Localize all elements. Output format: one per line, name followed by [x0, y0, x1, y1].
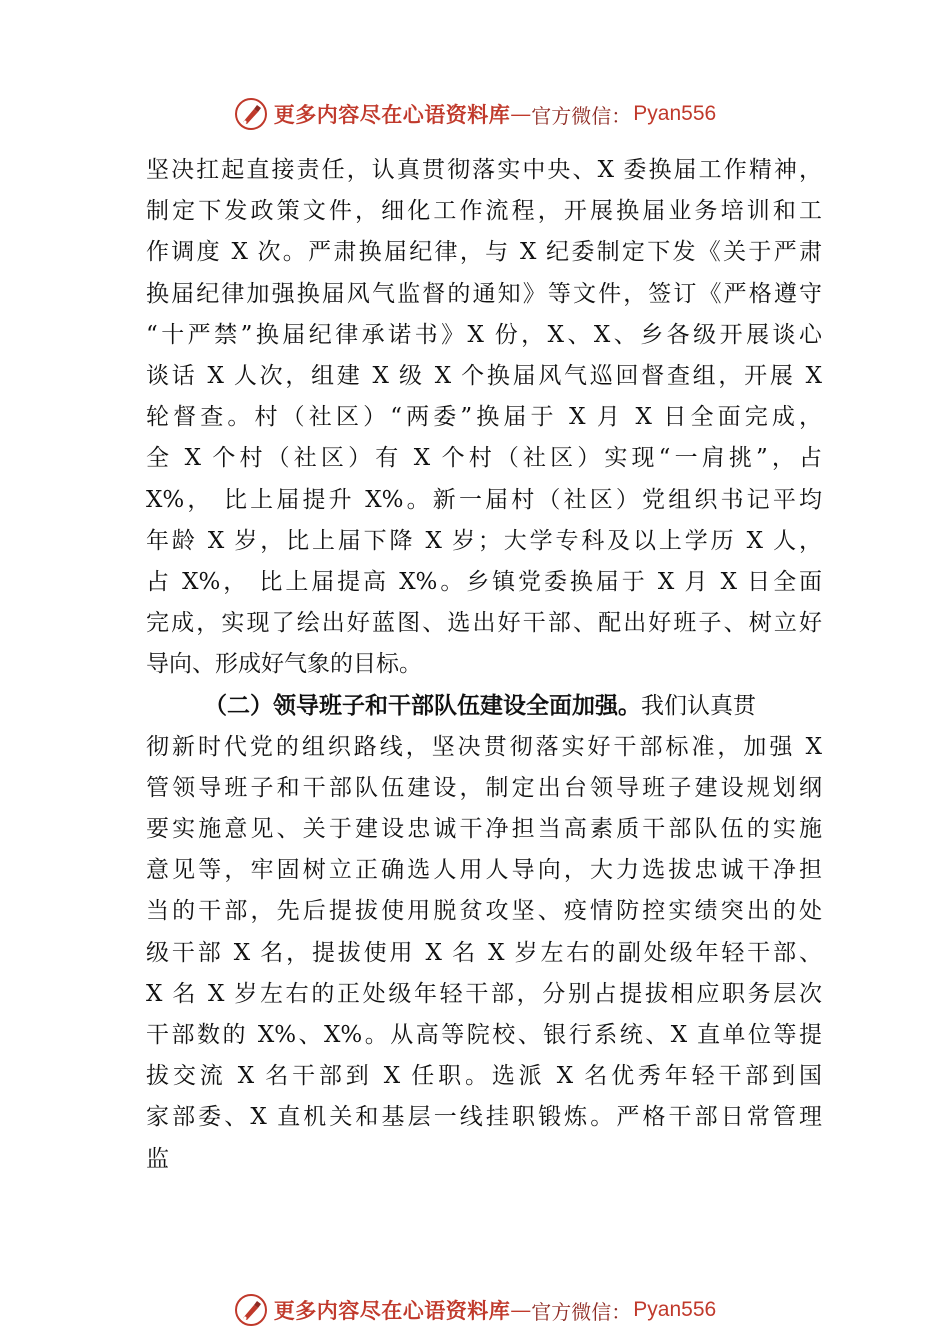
header-banner: [0, 92, 950, 136]
text-line: 换届纪律加强换届风气监督的通知》等文件，签订《严格遵守: [146, 280, 822, 307]
text-line: X 名 X 岁左右的正处级年轻干部，分别占提拔相应职务层次: [146, 980, 822, 1007]
banner-separator: —: [510, 1298, 532, 1322]
text-line: 拔交流 X 名干部到 X 任职。选派 X 名优秀年轻干部到国: [146, 1063, 822, 1090]
banner-separator: —: [510, 102, 532, 126]
banner-wechat-label: 官方微信：: [531, 103, 632, 128]
text-line: 完成，实现了绘出好蓝图、选出好干部、配出好班子、树立好: [146, 610, 822, 637]
banner-wechat-label: 官方微信：: [531, 1299, 632, 1324]
pen-nib-logo-icon: [234, 97, 268, 131]
text-line: 年龄 X 岁，比上届下降 X 岁；大学专科及以上学历 X 人，: [146, 527, 822, 554]
text-line: 彻新时代党的组织路线，坚决贯彻落实好干部标准，加强 X: [146, 733, 822, 760]
paragraph-1: [146, 150, 822, 685]
text-line: 当的干部，先后提拔使用脱贫攻坚、疫情防控实绩突出的处: [146, 898, 822, 925]
text-line: 意见等，牢固树立正确选人用人导向，大力选拔忠诚干净担: [146, 857, 822, 884]
text-line: 级干部 X 名，提拔使用 X 名 X 岁左右的副处级年轻干部、: [146, 939, 822, 966]
document-body: [146, 150, 822, 1180]
text-run: 我们认真贯: [641, 693, 756, 720]
text-line: 全 X 个村（社区）有 X 个村（社区）实现“一肩挑”，占: [146, 445, 822, 472]
paragraph-2: [146, 685, 822, 1179]
text-line: 占 X%， 比上届提高 X%。乡镇党委换届于 X 月 X 日全面: [146, 568, 822, 595]
text-line: 干部数的 X%、X%。从高等院校、银行系统、X 直单位等提: [146, 1021, 822, 1048]
banner-title: 更多内容尽在心语资料库: [273, 102, 511, 127]
text-line: 坚决扛起直接责任，认真贯彻落实中央、X 委换届工作精神，: [146, 157, 822, 183]
text-line: X%， 比上届提升 X%。新一届村（社区）党组织书记平均: [146, 486, 822, 513]
text-line: 制定下发政策文件，细化工作流程，开展换届业务培训和工: [146, 198, 822, 225]
text-line: 监: [146, 1145, 169, 1172]
text-line: 家部委、X 直机关和基层一线挂职锻炼。严格干部日常管理: [146, 1104, 822, 1131]
section-heading: （二）领导班子和干部队伍建设全面加强。: [204, 692, 641, 720]
text-line: 管领导班子和干部队伍建设，制定出台领导班子建设规划纲: [146, 774, 822, 801]
banner-wechat-id: Pyan556: [633, 102, 717, 125]
pen-nib-logo-icon: [234, 1293, 268, 1327]
text-line: 谈话 X 人次，组建 X 级 X 个换届风气巡回督查组，开展 X: [146, 362, 822, 389]
banner-title: 更多内容尽在心语资料库: [273, 1298, 511, 1323]
paragraph-2-first-line: [146, 685, 822, 726]
text-line: 轮督查。村（社区）“两委”换届于 X 月 X 日全面完成，: [146, 404, 822, 431]
banner-wechat-id: Pyan556: [633, 1298, 717, 1321]
text-line: “十严禁”换届纪律承诺书》X 份，X、X、乡各级开展谈心: [146, 321, 822, 348]
text-line: 要实施意见、关于建设忠诚干净担当高素质干部队伍的实施: [146, 816, 822, 842]
footer-banner: [0, 1288, 950, 1332]
text-line: 导向、形成好气象的目标。: [146, 651, 422, 678]
text-line: 作调度 X 次。严肃换届纪律，与 X 纪委制定下发《关于严肃: [146, 239, 822, 266]
